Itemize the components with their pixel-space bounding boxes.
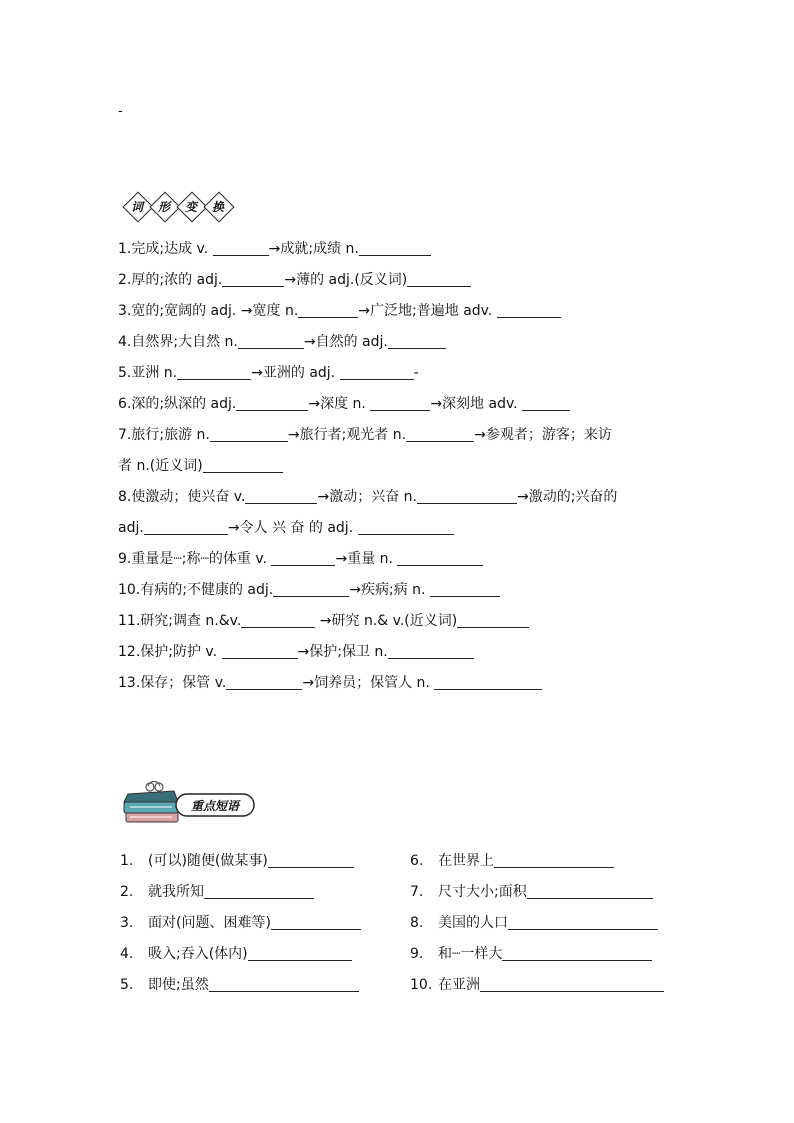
line-text: adj. xyxy=(118,520,144,536)
line-text: 者 n.(近义词) xyxy=(118,458,203,474)
exercise-line xyxy=(118,234,678,265)
answer-blank[interactable] xyxy=(248,944,352,961)
answer-blank[interactable] xyxy=(340,363,414,380)
answer-blank[interactable] xyxy=(417,487,517,504)
line-text: 3.宽的;宽阔的 adj. →宽度 n. xyxy=(118,303,299,319)
word-forms-list xyxy=(118,234,678,699)
banner-char: 形 xyxy=(157,199,170,214)
phrase-text: 在世界上 xyxy=(438,853,494,869)
word-forms-banner xyxy=(122,190,230,222)
phrase-number: 5. xyxy=(120,977,134,993)
line-text: →饲养员；保管人 n. xyxy=(302,675,435,691)
answer-blank[interactable] xyxy=(370,394,430,411)
stray-dash-mark: - xyxy=(118,104,123,119)
answer-blank[interactable] xyxy=(497,301,561,318)
answer-blank[interactable] xyxy=(430,580,500,597)
answer-blank[interactable] xyxy=(238,332,304,349)
answer-blank[interactable] xyxy=(222,642,298,659)
answer-blank[interactable] xyxy=(210,425,288,442)
banner-diamond xyxy=(122,190,152,222)
line-text: →研究 n.& v.(近义词) xyxy=(315,613,458,629)
answer-blank[interactable] xyxy=(502,944,652,961)
exercise-line xyxy=(118,420,678,451)
line-text: →深度 n. xyxy=(308,396,371,412)
answer-blank[interactable] xyxy=(388,642,474,659)
line-text: →保护;保卫 n. xyxy=(297,644,388,660)
phrase-row xyxy=(118,939,678,970)
line-text: →自然的 adj. xyxy=(303,334,388,350)
line-text: →疾病;病 n. xyxy=(349,582,430,598)
answer-blank[interactable] xyxy=(457,611,529,628)
line-text: →重量 n. xyxy=(335,551,398,567)
answer-blank[interactable] xyxy=(236,394,308,411)
exercise-line xyxy=(118,575,678,606)
answer-blank[interactable] xyxy=(359,239,431,256)
line-text: →参观者；游客；来访 xyxy=(474,427,612,443)
phrase-number: 9. xyxy=(410,946,424,962)
phrase-number: 1. xyxy=(120,853,134,869)
line-text: 2.厚的;浓的 adj. xyxy=(118,272,223,288)
exercise-line xyxy=(118,327,678,358)
line-text: 7.旅行;旅游 n. xyxy=(118,427,210,443)
phrase-text: 面对(问题、困难等) xyxy=(148,915,271,931)
key-phrases-list xyxy=(118,846,678,1001)
answer-blank[interactable] xyxy=(508,913,658,930)
line-text: →广泛地;普遍地 adv. xyxy=(358,303,497,319)
exercise-line xyxy=(118,637,678,668)
answer-blank[interactable] xyxy=(209,975,359,992)
answer-blank[interactable] xyxy=(406,425,474,442)
banner-char: 词 xyxy=(130,199,143,214)
line-text: →亚洲的 adj. xyxy=(251,365,340,381)
line-text: 4.自然界;大自然 n. xyxy=(118,334,238,350)
phrase-number: 6. xyxy=(410,853,424,869)
line-text: 13.保存；保管 v. xyxy=(118,675,227,691)
phrase-number: 3. xyxy=(120,915,134,931)
exercise-line xyxy=(118,544,678,575)
answer-blank[interactable] xyxy=(222,270,284,287)
answer-blank[interactable] xyxy=(494,851,614,868)
line-text: 12.保护;防护 v. xyxy=(118,644,222,660)
phrase-text: 就我所知 xyxy=(148,884,204,900)
banner-char: 变 xyxy=(184,199,197,214)
line-text: →激动的;兴奋的 xyxy=(516,489,618,505)
answer-blank[interactable] xyxy=(213,239,269,256)
answer-blank[interactable] xyxy=(434,673,542,690)
answer-blank[interactable] xyxy=(397,549,483,566)
line-text: →成就;成绩 n. xyxy=(268,241,359,257)
line-text: 8.使激动；使兴奋 v. xyxy=(118,489,246,505)
phrase-text: 美国的人口 xyxy=(438,915,508,931)
answer-blank[interactable] xyxy=(204,882,314,899)
banner-diamond xyxy=(176,190,206,222)
line-text: →令人 兴 奋 的 adj. xyxy=(227,520,358,536)
phrases-banner-label: 重点短语 xyxy=(190,799,240,813)
answer-blank[interactable] xyxy=(273,580,349,597)
answer-blank[interactable] xyxy=(358,518,454,535)
banner-diamond xyxy=(203,190,233,222)
line-text: 6.深的;纵深的 adj. xyxy=(118,396,237,412)
line-text: - xyxy=(413,365,419,381)
exercise-line xyxy=(118,358,678,389)
phrase-text: 在亚洲 xyxy=(438,977,480,993)
line-text: 1.完成;达成 v. xyxy=(118,241,213,257)
exercise-line xyxy=(118,668,678,699)
phrase-number: 8. xyxy=(410,915,424,931)
line-text: →激动；兴奋 n. xyxy=(317,489,417,505)
exercise-line xyxy=(118,513,678,544)
answer-blank[interactable] xyxy=(144,518,228,535)
phrase-row xyxy=(118,908,678,939)
phrase-number: 10. xyxy=(410,977,433,993)
answer-blank[interactable] xyxy=(203,456,283,473)
line-text: 9.重量是┈;称┈的体重 v. xyxy=(118,551,272,567)
line-text: 10.有病的;不健康的 adj. xyxy=(118,582,274,598)
exercise-line xyxy=(118,451,678,482)
phrase-text: (可以)随便(做某事) xyxy=(148,853,268,869)
phrase-row xyxy=(118,846,678,877)
answer-blank[interactable] xyxy=(271,913,361,930)
answer-blank[interactable] xyxy=(407,270,471,287)
phrase-row xyxy=(118,970,678,1001)
phrase-text: 吸入;吞入(体内) xyxy=(148,946,248,962)
answer-blank[interactable] xyxy=(245,487,317,504)
answer-blank[interactable] xyxy=(268,851,354,868)
answer-blank[interactable] xyxy=(298,301,358,318)
phrase-number: 4. xyxy=(120,946,134,962)
exercise-line xyxy=(118,606,678,637)
phrase-number: 2. xyxy=(120,884,134,900)
phrase-row xyxy=(118,877,678,908)
line-text: →旅行者;观光者 n. xyxy=(287,427,407,443)
line-text: →薄的 adj.(反义词) xyxy=(284,272,408,288)
line-text: →深刻地 adv. xyxy=(430,396,523,412)
line-text: 5.亚洲 n. xyxy=(118,365,178,381)
books-banner-icon xyxy=(120,778,260,828)
answer-blank[interactable] xyxy=(177,363,251,380)
banner-diamond xyxy=(149,190,179,222)
answer-blank[interactable] xyxy=(271,549,335,566)
answer-blank[interactable] xyxy=(480,975,664,992)
phrase-number: 7. xyxy=(410,884,424,900)
phrase-text: 即使;虽然 xyxy=(148,977,209,993)
phrase-text: 和┈一样大 xyxy=(438,946,503,962)
answer-blank[interactable] xyxy=(527,882,653,899)
answer-blank[interactable] xyxy=(241,611,315,628)
exercise-line xyxy=(118,265,678,296)
answer-blank[interactable] xyxy=(522,394,570,411)
line-text: 11.研究;调查 n.&v. xyxy=(118,613,242,629)
exercise-line xyxy=(118,389,678,420)
answer-blank[interactable] xyxy=(388,332,446,349)
exercise-line xyxy=(118,482,678,513)
exercise-line xyxy=(118,296,678,327)
answer-blank[interactable] xyxy=(226,673,302,690)
phrase-text: 尺寸大小;面积 xyxy=(438,884,527,900)
banner-char: 换 xyxy=(211,199,224,214)
